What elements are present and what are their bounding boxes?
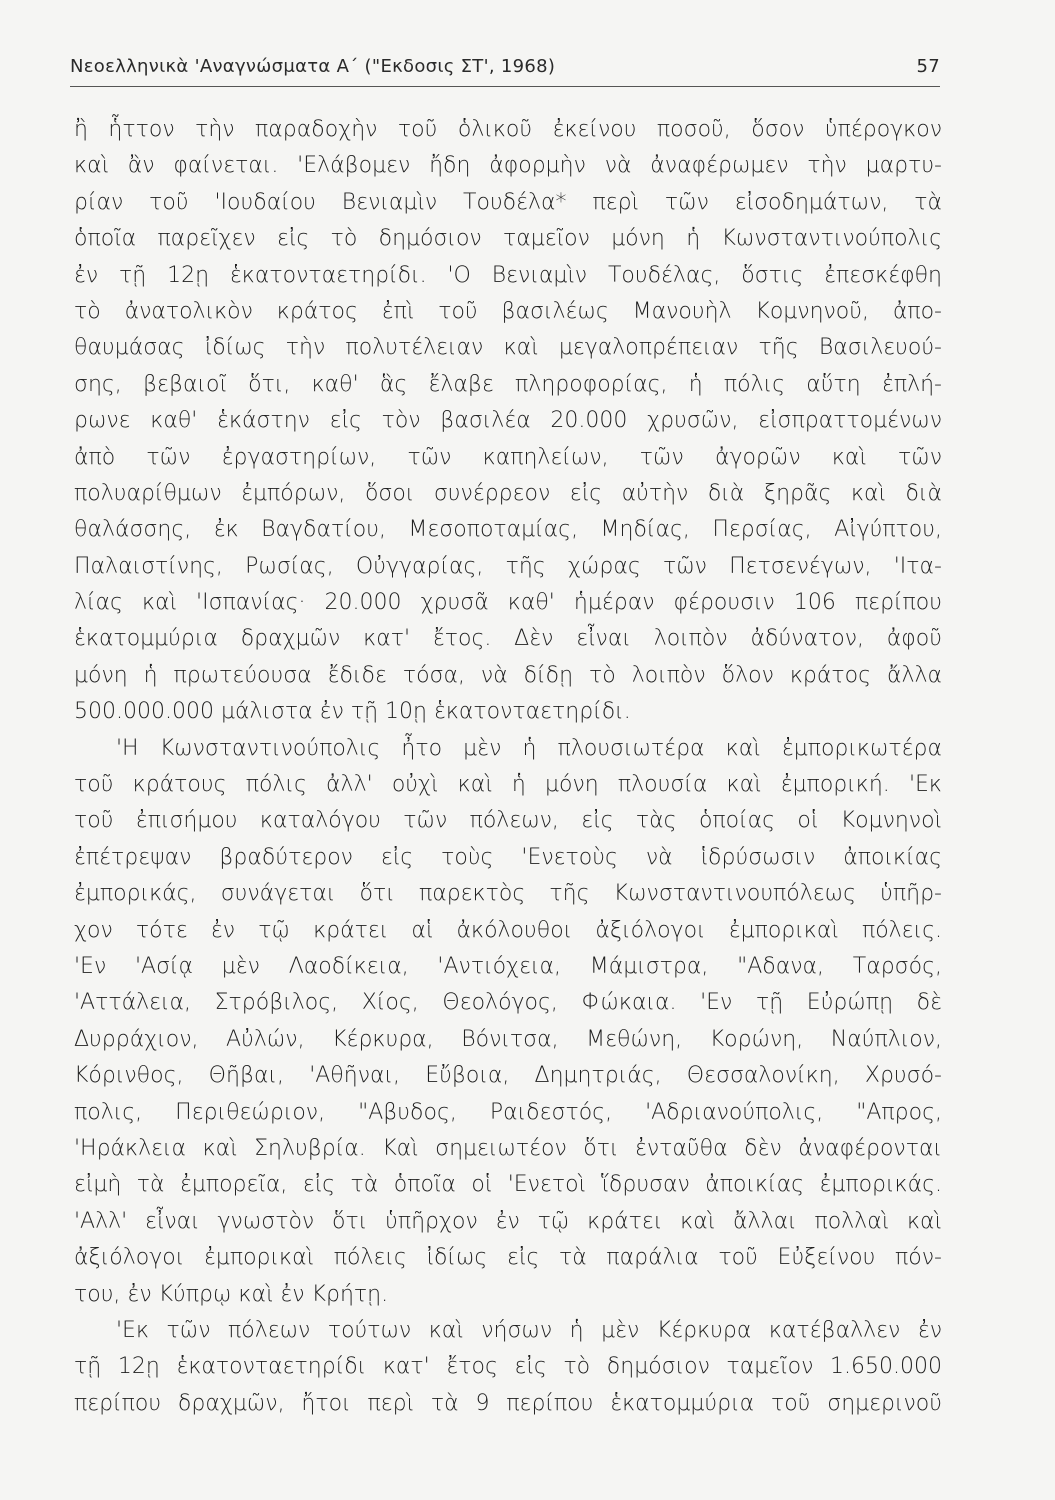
running-header-title: Νεοελληνικὰ 'Αναγνώσματα Α΄ ("Εκδοσις ΣΤ', 1968) xyxy=(70,56,556,77)
text-line: Κόρινθος, Θῆβαι, 'Αθῆναι, Εὔβοια, Δημητριάς, Θεσσαλονίκη, Χρυσό- xyxy=(74,1063,942,1089)
running-header xyxy=(70,56,940,86)
text-line: θαυμάσας ἰδίως τὴν πολυτέλειαν καὶ μεγαλοπρέπειαν τῆς Βασιλευού- xyxy=(74,335,942,361)
text-line: ἀπὸ τῶν ἐργαστηρίων, τῶν καπηλείων, τῶν ἀγορῶν καὶ τῶν xyxy=(74,444,942,470)
text-line: τὸ ἀνατολικὸν κράτος ἐπὶ τοῦ βασιλέως Μανουὴλ Κομνηνοῦ, ἀπο- xyxy=(74,298,942,324)
text-line: τοῦ κράτους πόλις ἀλλ' οὐχὶ καὶ ἡ μόνη πλουσία καὶ ἐμπορική. 'Εκ xyxy=(74,772,942,798)
text-line: περίπου δραχμῶν, ἤτοι περὶ τὰ 9 περίπου ἑκατομμύρια τοῦ σημερινοῦ xyxy=(74,1390,942,1416)
text-line: Δυρράχιον, Αὐλών, Κέρκυρα, Βόνιτσα, Μεθώνη, Κορώνη, Ναύπλιον, xyxy=(74,1026,942,1052)
text-line: ἐμπορικάς, συνάγεται ὅτι παρεκτὸς τῆς Κωνσταντινουπόλεως ὑπῆρ- xyxy=(74,881,942,907)
header-rule xyxy=(70,86,940,87)
text-line: 'Η Κωνσταντινούπολις ἦτο μὲν ἡ πλουσιωτέρα καὶ ἐμπορικωτέρα xyxy=(116,735,942,761)
text-line: 'Αττάλεια, Στρόβιλος, Χίος, Θεολόγος, Φώκαια. 'Εν τῇ Εὐρώπῃ δὲ xyxy=(74,990,942,1016)
page-number: 57 xyxy=(916,56,940,77)
text-line: ρωνε καθ' ἑκάστην εἰς τὸν βασιλέα 20.000 χρυσῶν, εἰσπραττομένων xyxy=(74,408,942,434)
text-line: του, ἐν Κύπρῳ καὶ ἐν Κρήτῃ. xyxy=(74,1281,389,1307)
text-line: ἀξιόλογοι ἐμπορικαὶ πόλεις ἰδίως εἰς τὰ παράλια τοῦ Εὐξείνου πόν- xyxy=(74,1245,942,1271)
text-line: Παλαιστίνης, Ρωσίας, Οὐγγαρίας, τῆς χώρας τῶν Πετσενέγων, 'Ιτα- xyxy=(74,553,942,579)
text-line: ἐπέτρεψαν βραδύτερον εἰς τοὺς 'Ενετοὺς νὰ ἱδρύσωσιν ἀποικίας xyxy=(74,844,942,870)
text-line: σης, βεβαιοῖ ὅτι, καθ' ἃς ἔλαβε πληροφορίας, ἡ πόλις αὕτη ἐπλή- xyxy=(74,371,942,397)
text-line: τοῦ ἐπισήμου καταλόγου τῶν πόλεων, εἰς τὰς ὁποίας οἱ Κομνηνοὶ xyxy=(74,808,942,834)
text-line: ρίαν τοῦ 'Ιουδαίου Βενιαμὶν Τουδέλα* περὶ τῶν εἰσοδημάτων, τὰ xyxy=(74,189,942,215)
text-line: χον τότε ἐν τῷ κράτει αἱ ἀκόλουθοι ἀξιόλογοι ἐμπορικαὶ πόλεις. xyxy=(74,917,942,943)
text-line: 'Ηράκλεια καὶ Σηλυβρία. Καὶ σημειωτέον ὅτι ἐνταῦθα δὲν ἀναφέρονται xyxy=(74,1135,942,1161)
text-line: λίας καὶ 'Ισπανίας· 20.000 χρυσᾶ καθ' ἡμέραν φέρουσιν 106 περίπου xyxy=(74,590,942,616)
text-line: 500.000.000 μάλιστα ἐν τῇ 10ῃ ἑκατονταετηρίδι. xyxy=(74,699,631,725)
text-line: ἢ ἧττον τὴν παραδοχὴν τοῦ ὁλικοῦ ἐκείνου ποσοῦ, ὅσον ὑπέρογκον xyxy=(74,117,942,142)
text-line: ὁποῖα παρεῖχεν εἰς τὸ δημόσιον ταμεῖον μόνη ἡ Κωνσταντινούπολις xyxy=(74,226,942,252)
text-line: ἑκατομμύρια δραχμῶν κατ' ἔτος. Δὲν εἶναι λοιπὸν ἀδύνατον, ἀφοῦ xyxy=(74,626,942,652)
text-line: εἰμὴ τὰ ἐμπορεῖα, εἰς τὰ ὁποῖα οἱ 'Ενετοὶ ἵδρυσαν ἀποικίας ἐμπορικάς. xyxy=(74,1172,942,1198)
text-line: μόνη ἡ πρωτεύουσα ἔδιδε τόσα, νὰ δίδῃ τὸ λοιπὸν ὅλον κράτος ἄλλα xyxy=(74,662,942,688)
text-line: 'Εκ τῶν πόλεων τούτων καὶ νήσων ἡ μὲν Κέρκυρα κατέβαλλεν ἐν xyxy=(116,1317,942,1343)
text-line: θαλάσσης, ἐκ Βαγδατίου, Μεσοποταμίας, Μηδίας, Περσίας, Αἰγύπτου, xyxy=(74,517,942,543)
text-line: 'Αλλ' εἶναι γνωστὸν ὅτι ὑπῆρχον ἐν τῷ κράτει καὶ ἄλλαι πολλαὶ καὶ xyxy=(74,1208,942,1234)
body-text xyxy=(74,112,942,1422)
text-line: τῇ 12ῃ ἑκατονταετηρίδι κατ' ἔτος εἰς τὸ δημόσιον ταμεῖον 1.650.000 xyxy=(74,1354,942,1380)
text-line: πολυαρίθμων ἐμπόρων, ὅσοι συνέρρεον εἰς αὐτὴν διὰ ξηρᾶς καὶ διὰ xyxy=(74,480,942,506)
text-line: 'Εν 'Ασίᾳ μὲν Λαοδίκεια, 'Αντιόχεια, Μάμιστρα, "Αδανα, Ταρσός, xyxy=(74,953,942,979)
text-line: καὶ ἂν φαίνεται. 'Ελάβομεν ἤδη ἀφορμὴν νὰ ἀναφέρωμεν τὴν μαρτυ- xyxy=(74,153,942,179)
text-line: ἐν τῇ 12ῃ ἑκατονταετηρίδι. 'Ο Βενιαμὶν Τουδέλας, ὅστις ἐπεσκέφθη xyxy=(74,262,942,288)
text-line: πολις, Περιθεώριον, "Αβυδος, Ραιδεστός, 'Αδριανούπολις, "Απρος, xyxy=(74,1099,942,1125)
